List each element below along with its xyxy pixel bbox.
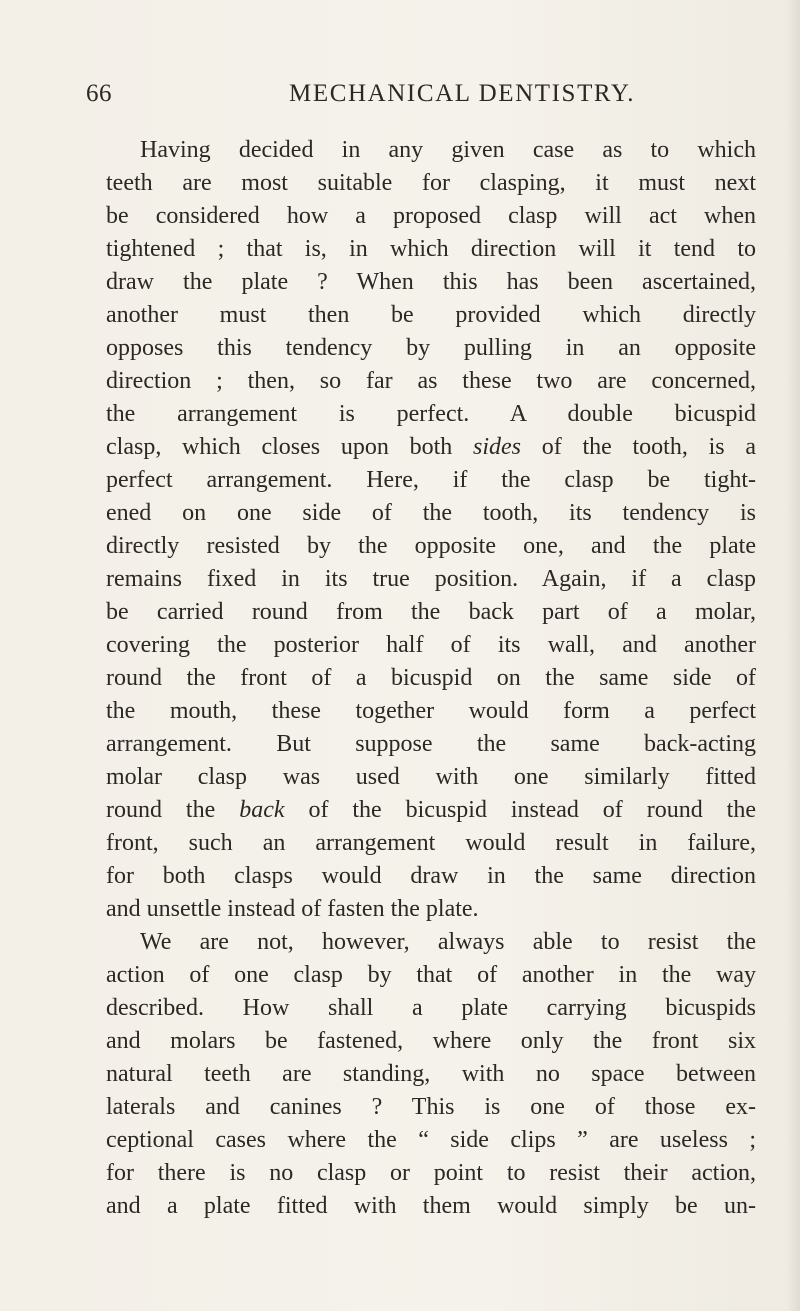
text-line: and unsettle instead of fasten the plate. [106,896,479,922]
text-line: perfect arrangement. Here, if the clasp be tight- [106,467,756,493]
text-line: be carried round from the back part of a molar, [106,599,756,625]
text-line [106,431,756,464]
italic-word: sides [472,434,521,460]
page-number: 66 [86,80,112,107]
text-line: another must then be provided which directly [106,302,756,328]
text-segment: round the [106,797,240,823]
body-text [106,134,756,1223]
text-line: direction ; then, so far as these two are concerned, [106,368,756,394]
text-line: front, such an arrangement would result in failure, [106,830,756,856]
text-line: tightened ; that is, in which direction will it tend to [106,236,756,262]
text-line: remains fixed in its true position. Again, if a clasp [106,566,756,592]
text-line [106,794,756,827]
text-line: ceptional cases where the “ side clips ” are useless ; [106,1127,756,1153]
running-title: MECHANICAL DENTISTRY. [289,80,636,107]
text-line: round the front of a bicuspid on the same side of [106,665,756,691]
text-line: and a plate fitted with them would simply be un- [106,1193,756,1219]
text-line: teeth are most suitable for clasping, it must next [106,170,756,196]
text-segment: clasp, which closes upon both [106,434,473,460]
page-edge-shadow [786,0,800,1311]
text-line: Having decided in any given case as to which [140,137,756,163]
text-line: described. How shall a plate carrying bicuspids [106,995,756,1021]
text-line: the mouth, these together would form a perfect [106,698,756,724]
text-line: action of one clasp by that of another in the way [106,962,756,988]
text-line: covering the posterior half of its wall, and another [106,632,756,658]
text-line: draw the plate ? When this has been ascertained, [106,269,756,295]
page-header [86,80,726,114]
text-segment: of the bicuspid instead of round the [284,797,756,823]
text-line: be considered how a proposed clasp will act when [106,203,756,229]
text-line: ened on one side of the tooth, its tendency is [106,500,756,526]
text-line: the arrangement is perfect. A double bicuspid [106,401,756,427]
text-segment: of the tooth, is a [520,434,756,460]
text-line: laterals and canines ? This is one of those ex- [106,1094,756,1120]
text-line: arrangement. But suppose the same back-acting [106,731,756,757]
text-line: molar clasp was used with one similarly fitted [106,764,756,790]
text-line: We are not, however, always able to resist the [140,929,756,955]
text-line: natural teeth are standing, with no space between [106,1061,756,1087]
text-line: directly resisted by the opposite one, and the plate [106,533,756,559]
text-line: and molars be fastened, where only the front six [106,1028,756,1054]
italic-word: back [239,797,285,823]
text-line: for both clasps would draw in the same direction [106,863,756,889]
text-line: opposes this tendency by pulling in an opposite [106,335,756,361]
text-line: for there is no clasp or point to resist their action, [106,1160,756,1186]
